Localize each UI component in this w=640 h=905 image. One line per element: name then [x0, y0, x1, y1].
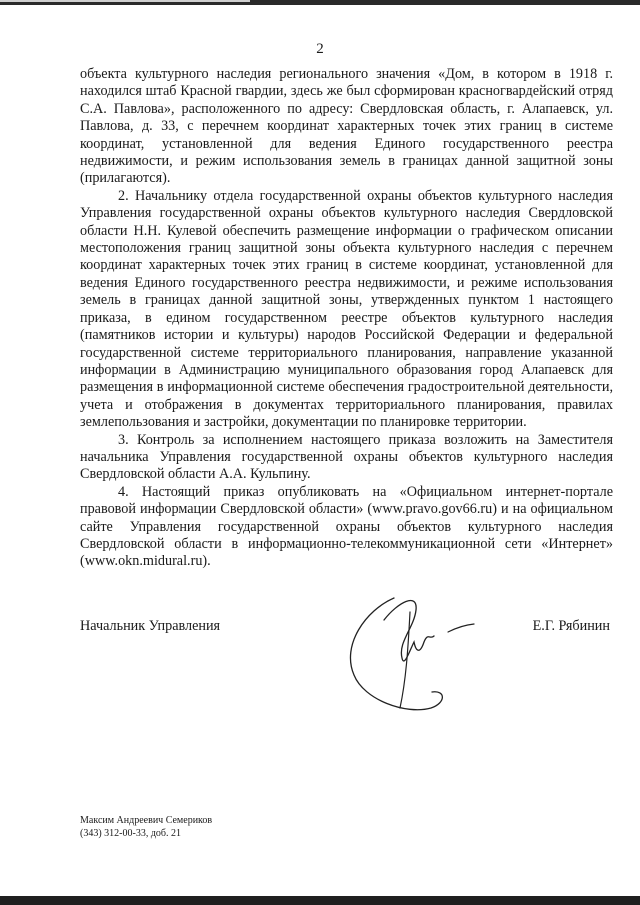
paragraph-continuation: объекта культурного наследия регионального значения «Дом, в котором в 1918 г. находился штаб Красной гвардии, здесь же был сформирован красногвардейский отряд С.А. Павлова», расположенного по адресу: Свердловская область, г. Алапаевск, ул. Павлова, д. 33, с перечнем координат характерных точек этих границ в системе координат, установленной для ведения Единого государственного реестра недвижимости, и режим использования земель в границах данной защитной зоны (прилагаются). [80, 66, 613, 187]
scan-edge-top [0, 0, 640, 5]
paragraph-item-3: 3. Контроль за исполнением настоящего приказа возложить на Заместителя начальника Управления государственной охраны объектов культурного наследия Свердловской области А.А. Кульпину. [80, 431, 613, 483]
handwritten-signature [336, 580, 486, 730]
executor-name: Максим Андреевич Семериков [80, 815, 213, 826]
signer-name: Е.Г. Рябинин [532, 618, 610, 634]
paragraph-item-2: 2. Начальнику отдела государственной охраны объектов культурного наследия Управления государственной охраны объектов культурного наследия Свердловской области Н.Н. Кулевой обеспечить размещение информации о графическом описании местоположения границ защитной зоны объекта культурного наследия с перечнем координат характерных точек этих границ в системе координат, установленной для ведения Единого государственного реестра недвижимости, и режиме использования земель в границах данной защитной зоны, утвержденных пунктом 1 настоящего приказа, в едином государственном реестре объектов культурного наследия (памятников истории и культуры) народов Российской Федерации и федеральной государственной системе территориального планирования, направление указанной информации в Администрацию муниципального образования город Алапаевск для размещения в информационной системе обеспечения градостроительной деятельности, учета и отображения в документах территориального планирования, правилах землепользования и застройки, документации по планировке территории. [80, 187, 613, 431]
executor-info [80, 814, 212, 840]
page-number: 2 [316, 41, 324, 57]
paragraph-item-4: 4. Настоящий приказ опубликовать на «Официальном интернет-портале правовой информации Свердловской области» (www.pravo.gov66.ru) и на официальном сайте Управления государственной охраны объектов культурного наследия Свердловской области в информационно-телекоммуникационной сети «Интернет» (www.okn.midural.ru). [80, 483, 613, 570]
document-body [80, 66, 613, 571]
scan-edge-bottom [0, 896, 640, 905]
executor-phone: (343) 312-00-33, доб. 21 [80, 828, 181, 839]
signer-position: Начальник Управления [80, 618, 221, 634]
